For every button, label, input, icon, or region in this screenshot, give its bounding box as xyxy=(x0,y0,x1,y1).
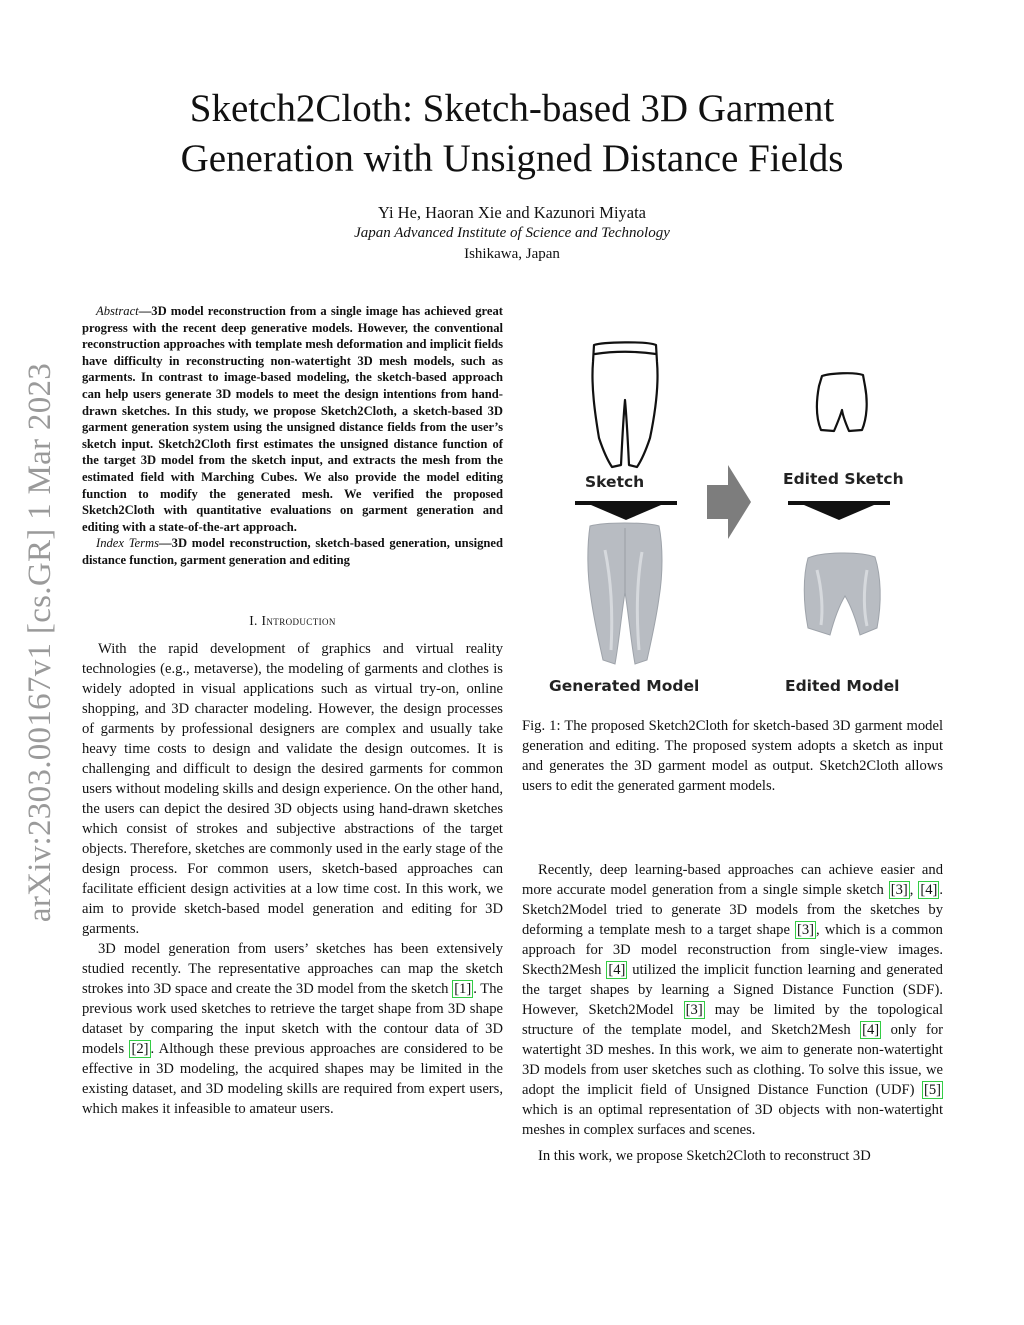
author-block xyxy=(100,202,924,265)
citation-link[interactable]: [3] xyxy=(685,1002,703,1018)
citation-link[interactable]: [5] xyxy=(923,1082,941,1098)
abstract-text: —3D model reconstruction from a single image has achieved great progress with the recent deep generative models. However, the conventional reconstruction approaches with template mesh deformation and implicit fields have difficulty in reconstructing non-watertight 3D mesh models, such as garments. In contrast to image-based modeling, the sketch-based approach can help users generate 3D models to meet the design intentions from hand-drawn sketches. In this study, we propose Sketch2Cloth, a sketch-based 3D garment generation system using the unsigned distance fields from the user’s sketch input. Sketch2Cloth first estimates the unsigned distance function of the target 3D model from the sketch input, and extracts the mesh from the estimated field with Marching Cubes. We also provide the model editing function to modify the generated mesh. We verified the proposed Sketch2Cloth with quantitative evaluations on garment generation and editing with a state-of-the-art approach. xyxy=(82,304,503,534)
citation-link[interactable]: [3] xyxy=(890,882,908,898)
left-column xyxy=(82,303,503,1119)
citation-link[interactable]: [3] xyxy=(797,922,815,938)
right-p1-text-c: , which is a common approach for 3D model reconstruction from single-view images. Skecth2Mesh xyxy=(522,922,943,978)
right-p1-text-b: . Sketch2Model tried to generate 3D models from the sketches by deforming a template mesh to a target shape xyxy=(522,882,944,938)
down-arrow-icon-2 xyxy=(788,501,890,520)
abstract-lead: Abstract xyxy=(96,304,139,318)
process-arrow-icon xyxy=(707,465,751,539)
figure-1-graphic xyxy=(525,330,945,700)
citation-link[interactable]: [1] xyxy=(454,980,472,997)
intro-p2-text-a: 3D model generation from users’ sketches has been extensively studied recently. The representative approaches can map the sketch strokes into 3D space and create the 3D model from the sketch xyxy=(82,940,503,997)
right-p1-text-d: utilized the implicit function learning and generated the target shapes by learning a Signed Distance Function (SDF). However, Sketch2Model xyxy=(522,962,943,1018)
figure-label-edited-sketch: Edited Sketch xyxy=(783,470,904,488)
title-line-2: Generation with Unsigned Distance Fields xyxy=(180,137,844,180)
down-arrow-icon xyxy=(575,501,677,520)
generated-pants-model xyxy=(588,523,662,664)
right-paragraph-2: In this work, we propose Sketch2Cloth to reconstruct 3D xyxy=(538,1148,871,1164)
intro-paragraph-1: With the rapid development of graphics and virtual reality technologies (e.g., metaverse), the modeling of garments and clothes is widely adopted in visual applications such as virtual try-on, online shopping, and 3D character modeling. However, the design processes of garments by professional designers are complex and usually take heavy time costs to design and validate the design outcomes. It is challenging and difficult to design the desired garments for common users without modeling skills and design experience. On the other hand, the users can depict the desired 3D objects using hand-drawn sketches which consist of strokes and subjective abstractions of the target objects. Therefore, sketches are commonly used in the early stage of the design process. For common users, sketch-based approaches can facilitate efficient design activities at a low time cost. In this work, we aim to provide sketch-based model generation and editing for 3D garments. xyxy=(82,640,503,937)
citation-link[interactable]: [4] xyxy=(608,962,626,978)
author-location: Ishikawa, Japan xyxy=(464,246,560,262)
figure-1-caption: Fig. 1: The proposed Sketch2Cloth for sketch-based 3D garment model generation and editing. The proposed system adopts a sketch as input and generates the 3D garment model as output. Sketch2Cloth allows users to edit the generated garment models. xyxy=(522,718,943,794)
arxiv-stamp-text: arXiv:2303.00167v1 [cs.GR] 1 Mar 2023 xyxy=(22,362,59,923)
index-terms-text: —3D model reconstruction, sketch-based generation, unsigned distance function, garment generation and editing xyxy=(82,536,503,567)
abstract xyxy=(82,303,503,535)
title-line-1: Sketch2Cloth: Sketch-based 3D Garment xyxy=(189,87,835,130)
paper-title xyxy=(100,84,924,184)
right-column xyxy=(522,860,943,1166)
author-affiliation: Japan Advanced Institute of Science and Technology xyxy=(354,225,670,241)
right-p1-text-e: may be limited by the topological structure of the template model, and Sketch2Mesh xyxy=(522,1002,944,1038)
citation-link[interactable]: [2] xyxy=(131,1040,149,1057)
section-heading-introduction: I. Introduction xyxy=(249,612,336,628)
right-p1-text-f: only for watertight 3D meshes. In this work, we aim to generate non-watertight 3D models from user sketches such as clothing. To solve this issue, we adopt the implicit field of Unsigned Distance Function (UDF) xyxy=(522,1022,943,1098)
figure-label-generated-model: Generated Model xyxy=(549,677,700,695)
arxiv-stamp xyxy=(22,355,60,930)
figure-label-edited-model: Edited Model xyxy=(785,677,900,695)
edited-shorts-model xyxy=(804,553,880,635)
right-p1-text-a: Recently, deep learning-based approaches can achieve easier and more accurate model generation from a single simple sketch xyxy=(522,862,943,898)
figure-1 xyxy=(525,330,945,700)
index-terms xyxy=(82,535,503,568)
shorts-sketch-icon xyxy=(817,373,867,431)
index-terms-lead: Index Terms xyxy=(96,536,160,551)
right-p1-text-g: which is an optimal representation of 3D objects with non-watertight meshes in complex surfaces and scenes. xyxy=(522,1102,943,1138)
right-p1-sep: , xyxy=(909,882,919,898)
pants-sketch-icon xyxy=(592,342,657,467)
intro-p2-text-c: . Although these previous approaches are considered to be effective in 3D modeling, the acquired shapes may be limited in the existing dataset, and 3D modeling skills are required from expert users, which makes it infeasible to amateur users. xyxy=(82,1040,503,1117)
citation-link[interactable]: [4] xyxy=(862,1022,880,1038)
author-names: Yi He, Haoran Xie and Kazunori Miyata xyxy=(377,203,647,222)
intro-paragraph-2 xyxy=(82,939,503,1119)
right-paragraph-1 xyxy=(522,860,943,1140)
figure-label-sketch: Sketch xyxy=(585,473,645,491)
intro-p2-text-b: . The previous work used sketches to retrieve the target shape from 3D shape dataset by comparing the input sketch with the contour data of 3D models xyxy=(82,980,503,1057)
citation-link[interactable]: [4] xyxy=(920,882,938,898)
